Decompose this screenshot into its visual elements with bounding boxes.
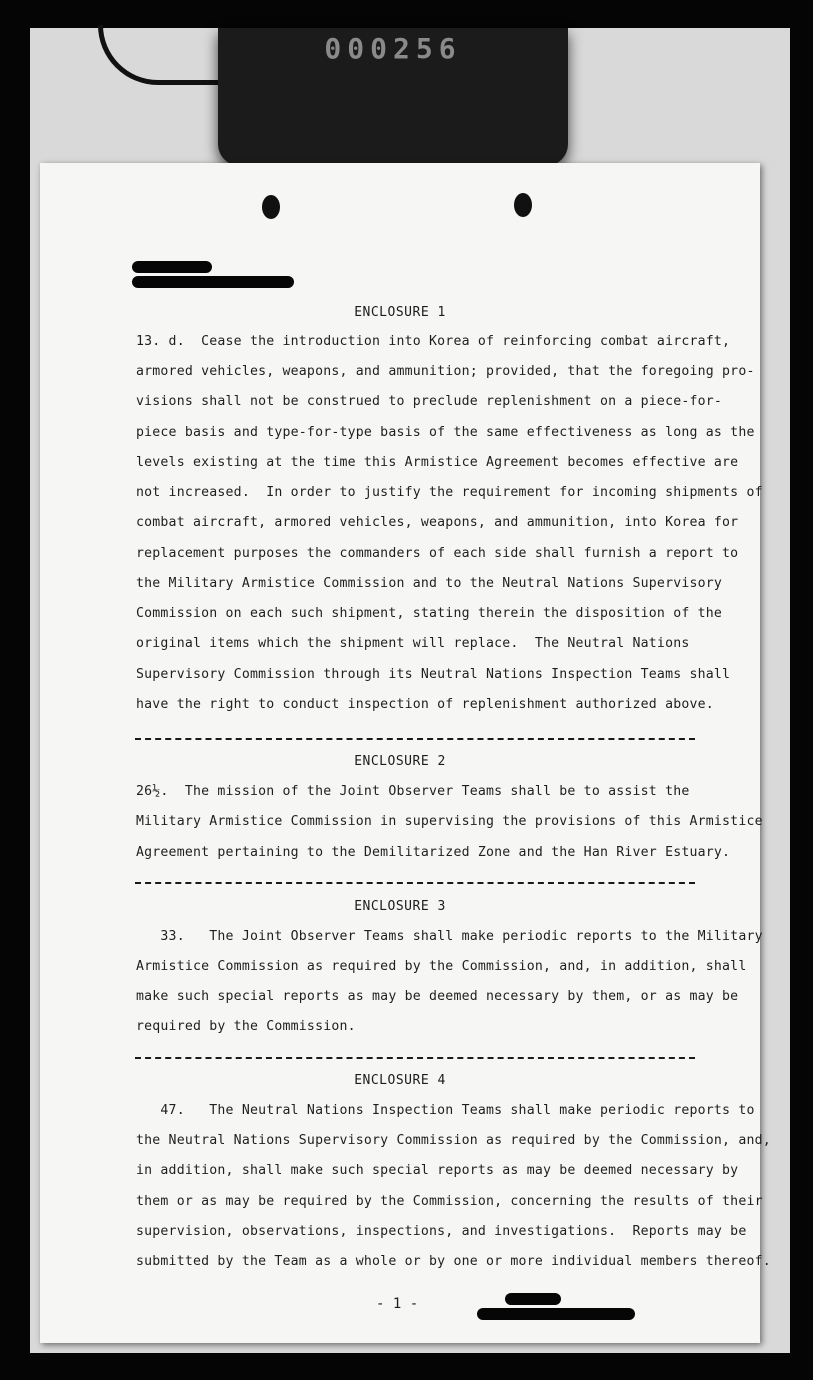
enclosure-3-line: make such special reports as may be deemed necessary by them, or as may be xyxy=(136,989,739,1004)
enclosure-4-line: supervision, observations, inspections, and investigations. Reports may be xyxy=(136,1224,747,1239)
enclosure-1-line: piece basis and type-for-type basis of the same effectiveness as long as the xyxy=(136,425,755,440)
enclosure-1-line: 13. d. Cease the introduction into Korea of reinforcing combat aircraft, xyxy=(136,334,731,349)
enclosure-3-line: 33. The Joint Observer Teams shall make periodic reports to the Military xyxy=(136,929,763,944)
enclosure-2-line: Military Armistice Commission in supervising the provisions of this Armistice xyxy=(136,814,763,829)
enclosure-4-heading: ENCLOSURE 4 xyxy=(354,1073,446,1088)
redaction-bar-bottom-2 xyxy=(477,1308,635,1320)
enclosure-1-line: have the right to conduct inspection of replenishment authorized above. xyxy=(136,697,714,712)
enclosure-1-line: replacement purposes the commanders of each side shall furnish a report to xyxy=(136,546,739,561)
punch-hole-left xyxy=(262,195,280,219)
enclosure-1-line: armored vehicles, weapons, and ammunition; provided, that the foregoing pro- xyxy=(136,364,755,379)
enclosure-2-line: 26½. The mission of the Joint Observer Teams shall be to assist the xyxy=(136,784,690,799)
section-divider xyxy=(135,738,695,740)
enclosure-3-heading: ENCLOSURE 3 xyxy=(354,899,446,914)
enclosure-4-line: submitted by the Team as a whole or by one or more individual members thereof. xyxy=(136,1254,771,1269)
section-divider xyxy=(135,1057,695,1059)
enclosure-2-heading: ENCLOSURE 2 xyxy=(354,754,446,769)
section-divider xyxy=(135,882,695,884)
enclosure-2-line: Agreement pertaining to the Demilitarized Zone and the Han River Estuary. xyxy=(136,845,731,860)
enclosure-4-line: them or as may be required by the Commission, concerning the results of their xyxy=(136,1194,763,1209)
redaction-bar-top-2 xyxy=(132,276,294,288)
document-page xyxy=(40,163,771,1343)
binder-clip xyxy=(218,28,568,166)
enclosure-1-line: levels existing at the time this Armistice Agreement becomes effective are xyxy=(136,455,739,470)
enclosure-4-line: the Neutral Nations Supervisory Commission as required by the Commission, and, xyxy=(136,1133,771,1148)
enclosure-1-line: combat aircraft, armored vehicles, weapons, and ammunition, into Korea for xyxy=(136,515,739,530)
enclosure-1-line: original items which the shipment will replace. The Neutral Nations xyxy=(136,636,690,651)
enclosure-3-line: Armistice Commission as required by the Commission, and, in addition, shall xyxy=(136,959,747,974)
page-number: - 1 - xyxy=(376,1296,419,1312)
enclosure-1-line: the Military Armistice Commission and to the Neutral Nations Supervisory xyxy=(136,576,723,591)
enclosure-4-line: in addition, shall make such special reports as may be deemed necessary by xyxy=(136,1163,739,1178)
enclosure-3-line: required by the Commission. xyxy=(136,1019,356,1034)
enclosure-1-line: not increased. In order to justify the requirement for incoming shipments of xyxy=(136,485,763,500)
punch-hole-right xyxy=(514,193,532,217)
enclosure-1-line: Supervisory Commission through its Neutral Nations Inspection Teams shall xyxy=(136,667,731,682)
enclosure-4-line: 47. The Neutral Nations Inspection Teams shall make periodic reports to xyxy=(136,1103,755,1118)
redaction-bar-top-1 xyxy=(132,261,212,273)
enclosure-1-line: visions shall not be construed to preclude replenishment on a piece-for- xyxy=(136,394,723,409)
clip-number: 000256 xyxy=(324,32,462,65)
enclosure-1-heading: ENCLOSURE 1 xyxy=(354,305,446,320)
enclosure-1-line: Commission on each such shipment, stating therein the disposition of the xyxy=(136,606,723,621)
redaction-bar-bottom-1 xyxy=(505,1293,561,1305)
